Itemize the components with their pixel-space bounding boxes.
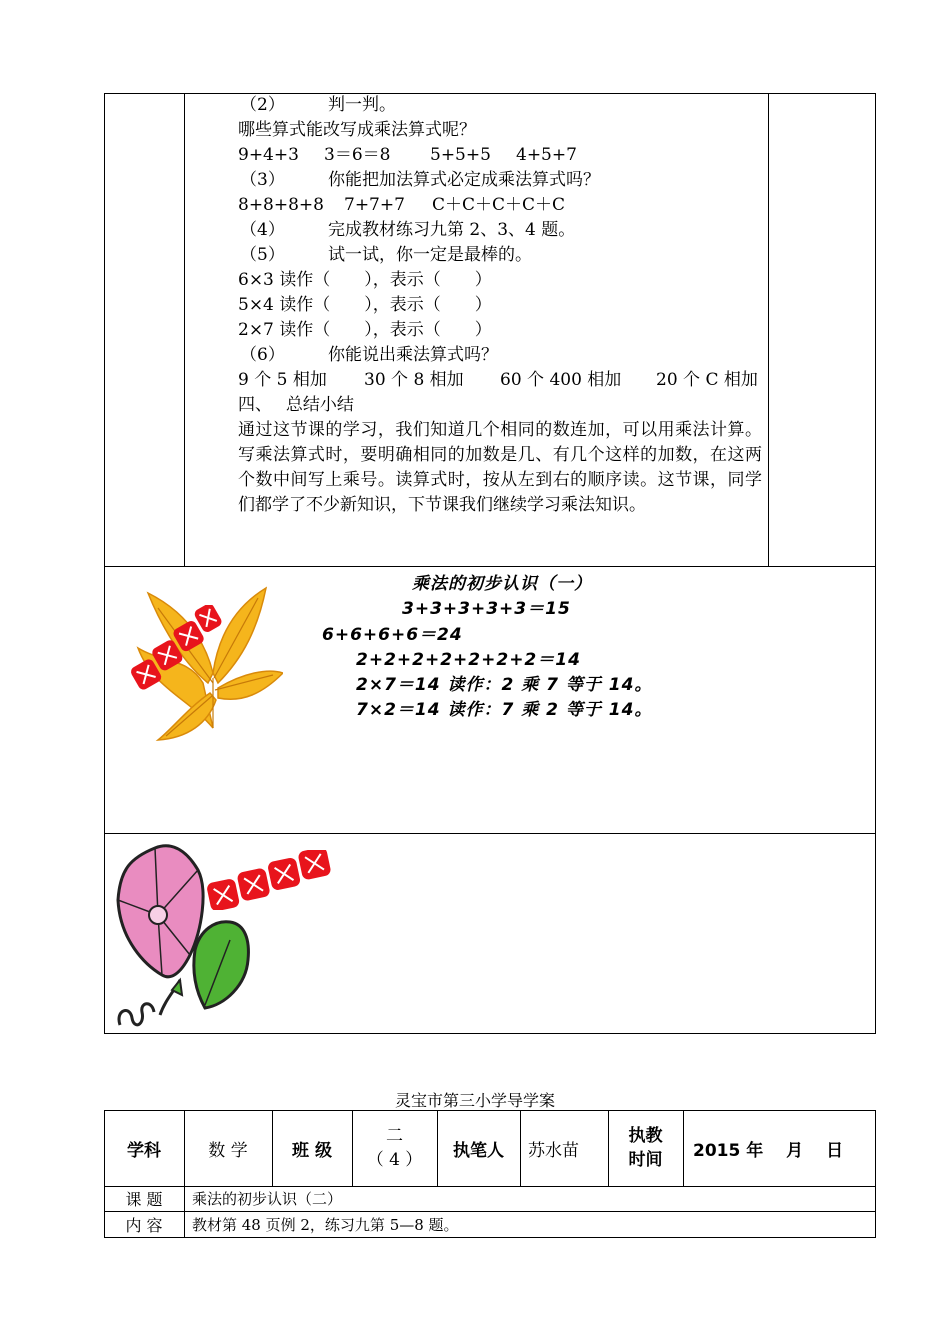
item-5: （5） 试一试，你一定是最棒的。 [240, 245, 532, 265]
author-label: 执笔人 [453, 1140, 504, 1161]
board-title: 乘法的初步认识（一） [412, 574, 592, 594]
subject-value: 数 学 [208, 1140, 248, 1161]
board-line-4: 2×7＝14 读作：2 乘 7 等于 14。 [356, 675, 653, 695]
item-6-expressions: 9 个 5 相加 30 个 8 相加 60 个 400 相加 20 个 C 相加 [238, 370, 758, 390]
item-2-expressions: 9+4+3 3＝6＝8 5+5+5 4+5+7 [238, 145, 577, 165]
summary-text: 通过这节课的学习，我们知道几个相同的数连加，可以用乘法计算。写乘法算式时，要明确相同的加数是几、有几个这样的加数，在这两个数中间写上乘号。读算式时，按从左到右的顺序读。这节课，同学们都学了不少新知识，下节课我们继续学习乘法知识。 [238, 420, 762, 515]
summary-heading: 四、 总结小结 [238, 395, 354, 415]
board-line-2: 6+6+6+6＝24 [322, 625, 463, 645]
reflection-label-graphic [200, 850, 340, 910]
author-value: 苏水苗 [528, 1140, 579, 1161]
class-label: 班 级 [292, 1140, 332, 1161]
school-title: 灵宝市第三小学导学案 [394, 1091, 555, 1110]
read-6x3: 6×3 读作（ ），表示（ ） [238, 270, 492, 290]
board-design-label-graphic [120, 605, 235, 700]
item-2-question: 哪些算式能改写成乘法算式呢？ [238, 120, 476, 140]
subject-label: 学科 [127, 1140, 161, 1161]
read-2x7: 2×7 读作（ ），表示（ ） [238, 320, 492, 340]
time-label: 执教 时间 [628, 1126, 663, 1170]
topic-label: 课 题 [125, 1190, 163, 1209]
content-label: 内 容 [125, 1215, 163, 1235]
item-6: （6） 你能说出乘法算式吗？ [240, 345, 498, 365]
item-2: （2） 判一判。 [240, 95, 396, 115]
class-value: 二 （ 4 ） [366, 1126, 423, 1170]
date-value: 2015 年 月 日 [693, 1140, 844, 1161]
item-3-expressions: 8+8+8+8 7+7+7 C＋C＋C＋C＋C [238, 195, 566, 215]
board-line-1: 3+3+3+3+3＝15 [402, 599, 571, 619]
content-value: 教材第 48 页例 2，练习九第 5—8 题。 [192, 1215, 459, 1234]
item-4: （4） 完成教材练习九第 2、3、4 题。 [240, 220, 576, 240]
board-line-5: 7×2＝14 读作：7 乘 2 等于 14。 [356, 700, 653, 720]
read-5x4: 5×4 读作（ ），表示（ ） [238, 295, 492, 315]
board-line-3: 2+2+2+2+2+2+2＝14 [356, 650, 581, 670]
item-3: （3） 你能把加法算式必定成乘法算式吗？ [240, 170, 600, 190]
topic-value: 乘法的初步认识（二） [192, 1190, 343, 1208]
